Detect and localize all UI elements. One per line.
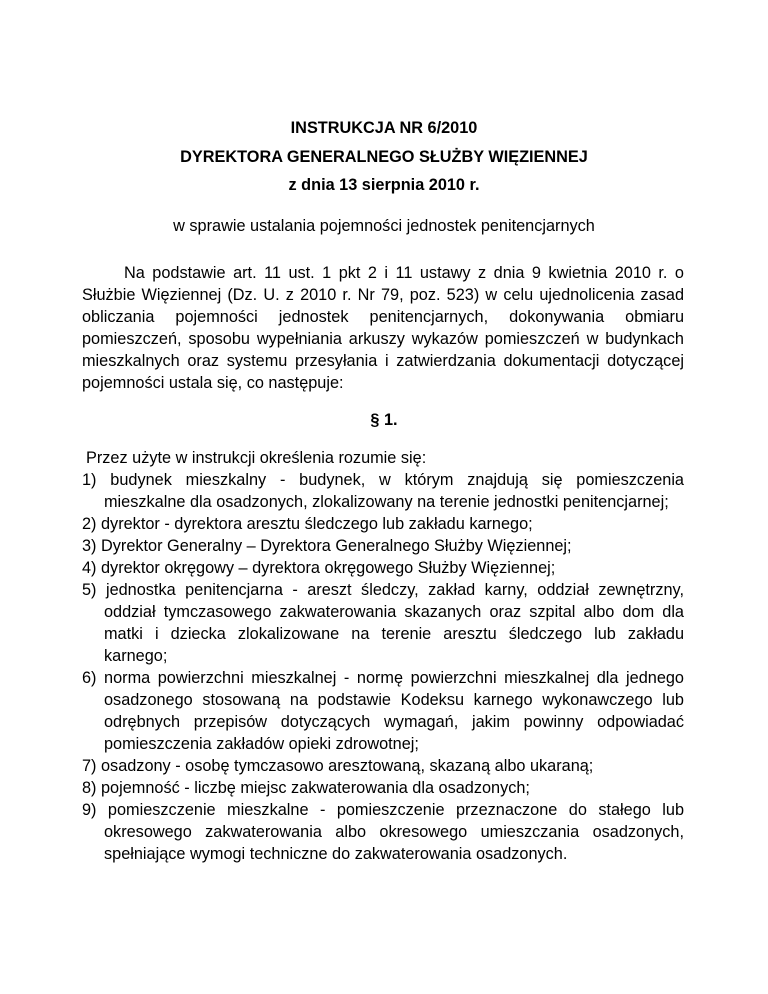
definition-item: 2) dyrektor - dyrektora aresztu śledczego lub zakładu karnego; (82, 515, 533, 533)
definition-item: 5) jednostka penitencjarna - areszt śledczy, zakład karny, oddział zewnętrzny, oddział tymczasowego zakwaterowania skazanych oraz szpital albo dom dla matki i dziecka zlokalizowane na terenie aresztu śledczego lub zakładu karnego; (82, 581, 684, 665)
definition-item: 9) pomieszczenie mieszkalne - pomieszczenie przeznaczone do stałego lub okresowego zakwaterowania albo okresowego umieszczania osadzonych, spełniające wymogi techniczne do zakwaterowania osadzonych. (82, 801, 684, 863)
definitions-list (82, 469, 684, 865)
section-heading: § 1. (370, 411, 398, 429)
definition-item: 3) Dyrektor Generalny – Dyrektora Generalnego Służby Więziennej; (82, 537, 572, 555)
preamble-paragraph: Na podstawie art. 11 ust. 1 pkt 2 i 11 ustawy z dnia 9 kwietnia 2010 r. o Służbie Więziennej (Dz. U. z 2010 r. Nr 79, poz. 523) w celu ujednolicenia zasad obliczania pojemności jednostek penitencjarnych, dokonywania obmiaru pomieszczeń, sposobu wypełniania arkuszy wykazów pomieszczeń w budynkach mieszkalnych oraz systemu przesyłania i zatwierdzania dokumentacji dotyczącej pojemności ustala się, co następuje: (82, 264, 684, 392)
document-subject: w sprawie ustalania pojemności jednostek penitencjarnych (173, 217, 595, 235)
definition-item: 1) budynek mieszkalny - budynek, w którym znajdują się pomieszczenia mieszkalne dla osadzonych, zlokalizowany na terenie jednostki penitencjarnej; (82, 471, 684, 511)
document-date: z dnia 13 sierpnia 2010 r. (288, 176, 480, 194)
definition-item: 8) pojemność - liczbę miejsc zakwaterowania dla osadzonych; (82, 779, 530, 797)
definition-item: 4) dyrektor okręgowy – dyrektora okręgowego Służby Więziennej; (82, 559, 556, 577)
document-title: INSTRUKCJA NR 6/2010 (290, 119, 478, 137)
definition-item: 7) osadzony - osobę tymczasowo aresztowaną, skazaną albo ukaraną; (82, 757, 594, 775)
definition-item: 6) norma powierzchni mieszkalnej - normę powierzchni mieszkalnej dla jednego osadzonego stosowaną na podstawie Kodeksu karnego wykonawczego lub odrębnych przepisów dotyczących wymagań, jakim powinny odpowiadać pomieszczenia zakładów opieki zdrowotnej; (82, 669, 684, 753)
document-issuer: DYREKTORA GENERALNEGO SŁUŻBY WIĘZIENNEJ (180, 148, 588, 166)
definitions-intro: Przez użyte w instrukcji określenia rozumie się: (86, 449, 427, 467)
